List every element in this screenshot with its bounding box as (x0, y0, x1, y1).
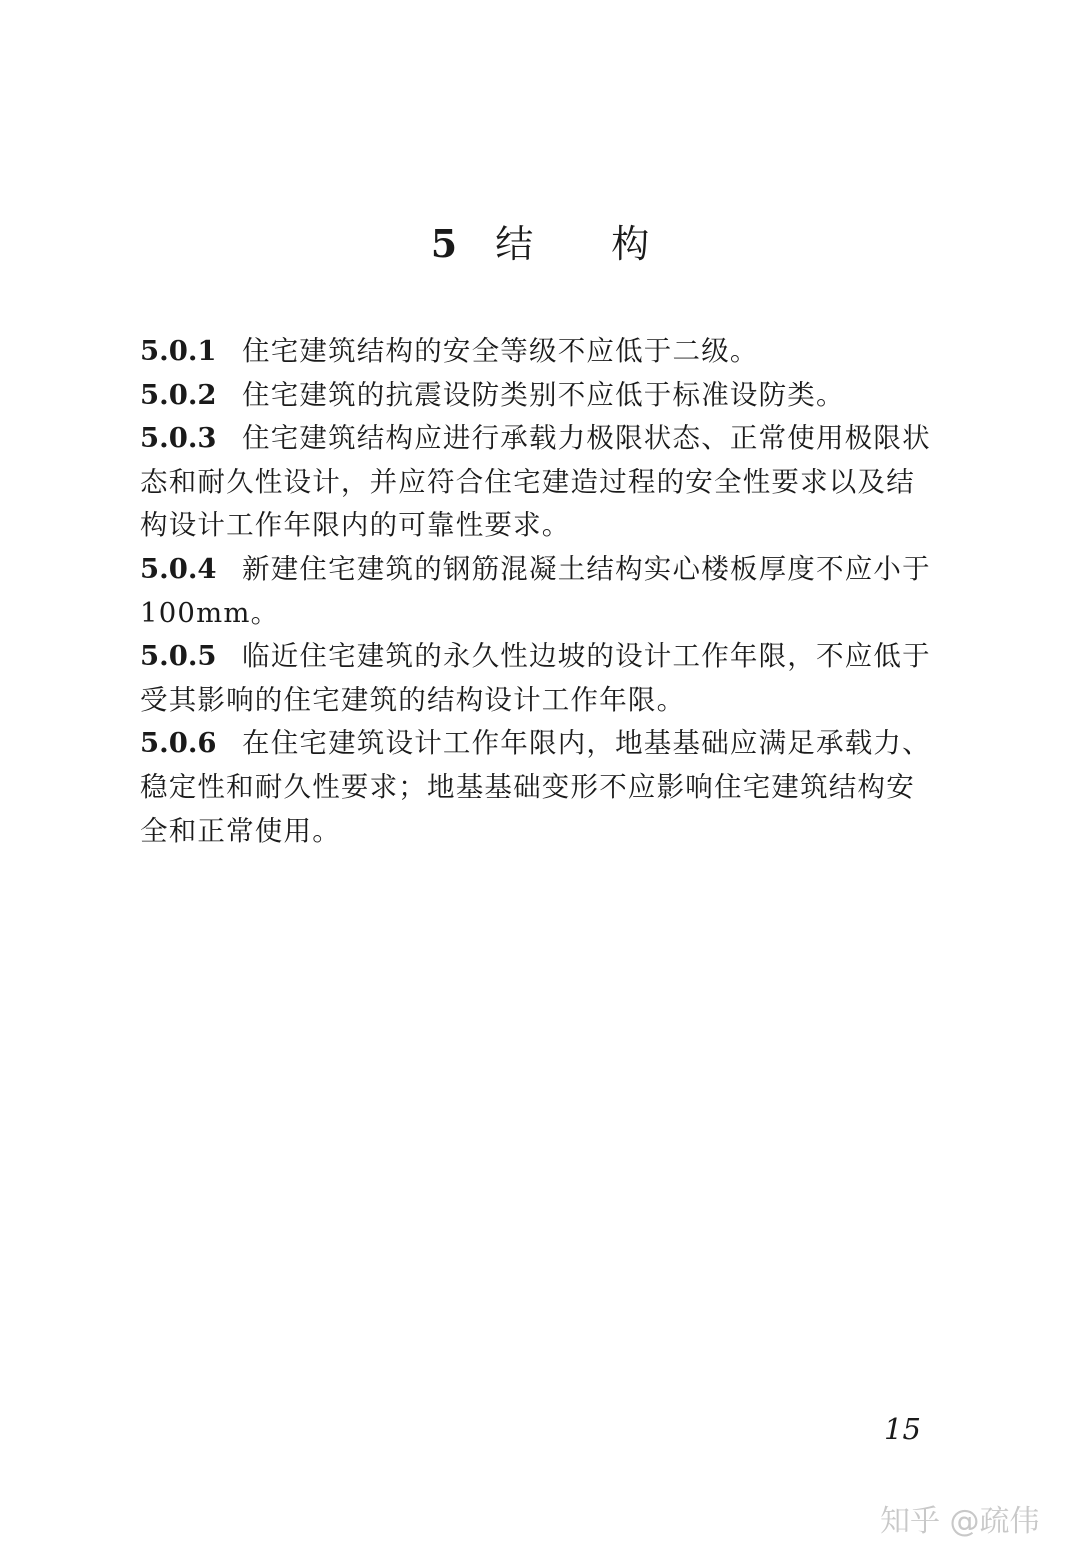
clause-text: 在住宅建筑设计工作年限内，地基基础应满足承载力、稳定性和耐久性要求；地基基础变形不应影响住宅建筑结构安全和正常使用。 (140, 727, 931, 847)
clause-text: 临近住宅建筑的永久性边坡的设计工作年限，不应低于受其影响的住宅建筑的结构设计工作年限。 (140, 640, 931, 716)
page-title (0, 218, 1080, 270)
clause-5-0-5 (140, 635, 940, 722)
clause-text: 住宅建筑的抗震设防类别不应低于标准设防类。 (242, 378, 845, 411)
clause-number: 5.0.1 (140, 335, 217, 367)
clause-5-0-1 (140, 330, 940, 374)
page-number: 15 (884, 1412, 921, 1446)
chapter-title-char-2: 构 (611, 222, 650, 266)
chapter-title-char-1: 结 (495, 222, 534, 266)
chapter-number: 5 (430, 221, 458, 266)
clause-5-0-4 (140, 548, 940, 635)
clause-5-0-6 (140, 722, 940, 853)
clause-text: 新建住宅建筑的钢筋混凝土结构实心楼板厚度不应小于100mm。 (140, 552, 931, 629)
clause-number: 5.0.6 (140, 727, 217, 760)
clause-number: 5.0.4 (140, 552, 217, 585)
clause-5-0-2 (140, 374, 940, 418)
clause-5-0-3 (140, 417, 940, 548)
clause-number: 5.0.5 (140, 640, 217, 673)
watermark: 知乎 @疏伟 (880, 1504, 1040, 1539)
clause-text: 住宅建筑结构应进行承载力极限状态、正常使用极限状态和耐久性设计，并应符合住宅建造过程的安全性要求以及结构设计工作年限内的可靠性要求。 (140, 422, 931, 542)
clause-text: 住宅建筑结构的安全等级不应低于二级。 (242, 335, 759, 367)
clause-number: 5.0.2 (140, 378, 217, 411)
clause-number: 5.0.3 (140, 422, 217, 455)
clause-list (140, 330, 940, 853)
